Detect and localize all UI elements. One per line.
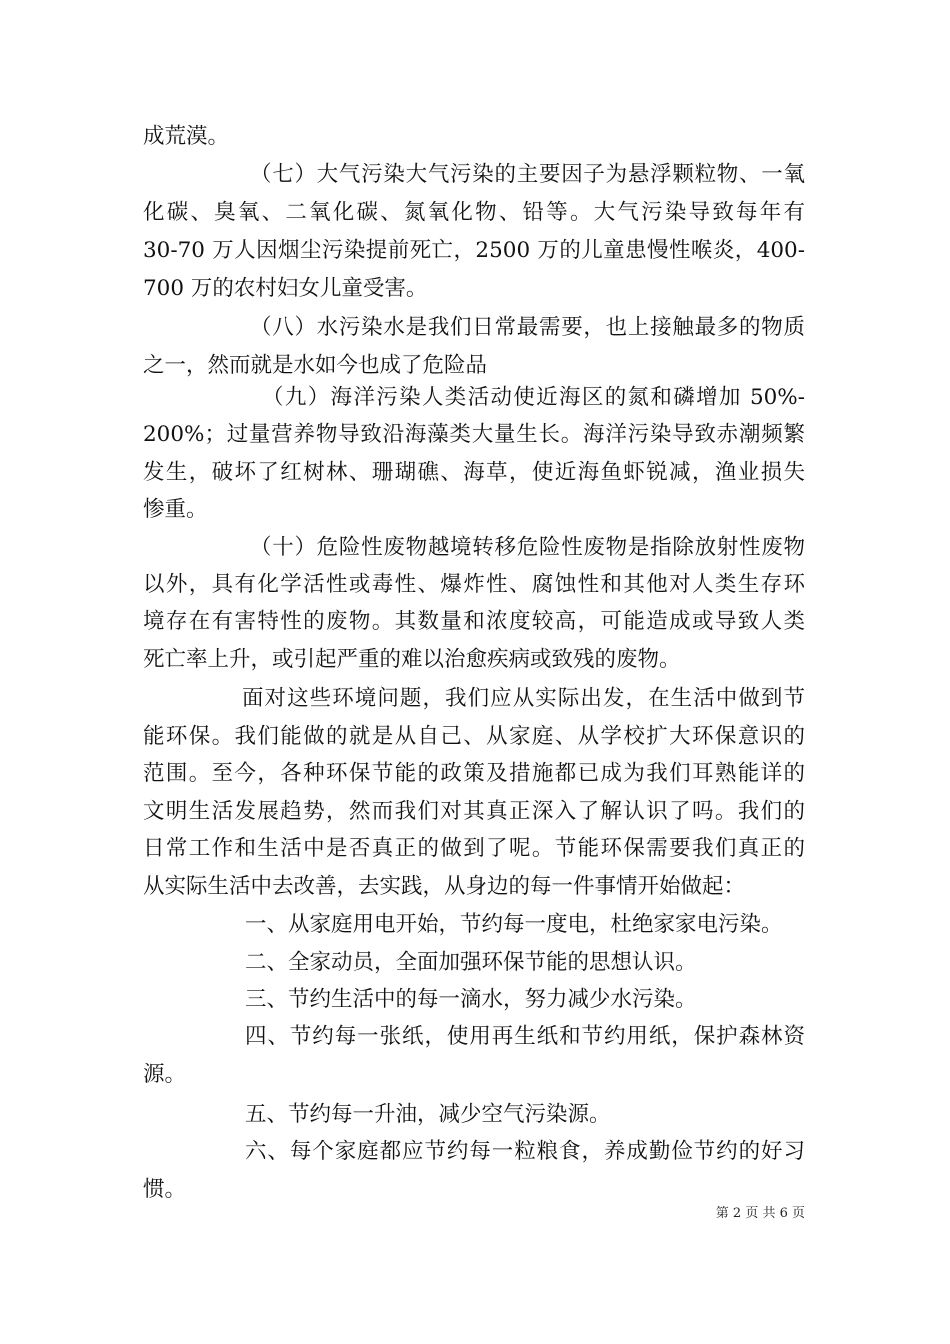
page-number: 第 2 页 共 6 页: [715, 1206, 805, 1221]
list-item: 二、全家动员，全面加强环保节能的思想认识。: [245, 950, 697, 975]
paragraph-line: 从实际生活中去改善，去实践，从身边的每一件事情开始做起：: [143, 874, 746, 899]
paragraph-line: 30-70 万人因烟尘污染提前死亡，2500 万的儿童患慢性喉炎，400-: [143, 238, 805, 263]
list-item: 三、节约生活中的每一滴水，努力减少水污染。: [245, 987, 697, 1012]
paragraph-line: 化碳、臭氧、二氧化碳、氮氧化物、铅等。大气污染导致每年有: [143, 200, 805, 225]
paragraph-line: 范围。至今，各种环保节能的政策及措施都已成为我们耳熟能详的: [143, 761, 805, 786]
paragraph-line: 惨重。: [143, 497, 208, 522]
list-item: 源。: [143, 1062, 187, 1087]
paragraph-line: （十）危险性废物越境转移危险性废物是指除放射性废物: [250, 535, 805, 560]
list-item: 一、从家庭用电开始，节约每一度电，杜绝家家电污染。: [245, 912, 783, 937]
list-item: 五、节约每一升油，减少空气污染源。: [245, 1102, 611, 1127]
paragraph-line: （七）大气污染大气污染的主要因子为悬浮颗粒物、一氧: [250, 162, 805, 187]
paragraph-line: 以外，具有化学活性或毒性、爆炸性、腐蚀性和其他对人类生存环: [143, 572, 805, 597]
paragraph-line: 成荒漠。: [143, 124, 230, 149]
list-item: 惯。: [143, 1177, 187, 1202]
paragraph-line: （八）水污染水是我们日常最需要，也上接触最多的物质: [250, 315, 805, 340]
paragraph-line: 境存在有害特性的废物。其数量和浓度较高，可能造成或导致人类: [143, 609, 805, 634]
list-item: 四、节约每一张纸，使用再生纸和节约用纸，保护森林资: [245, 1024, 805, 1049]
paragraph-line: 日常工作和生活中是否真正的做到了呢。节能环保需要我们真正的: [143, 836, 805, 861]
paragraph-line: 文明生活发展趋势，然而我们对其真正深入了解认识了吗。我们的: [143, 799, 805, 824]
paragraph-line: 面对这些环境问题，我们应从实际出发，在生活中做到节: [242, 686, 805, 711]
paragraph-line: 死亡率上升，或引起严重的难以治愈疾病或致残的废物。: [143, 647, 681, 672]
paragraph-line: 之一，然而就是水如今也成了危险品: [143, 353, 488, 378]
paragraph-line: 能环保。我们能做的就是从自己、从家庭、从学校扩大环保意识的: [143, 724, 805, 749]
paragraph-line: 发生，破坏了红树林、珊瑚礁、海草，使近海鱼虾锐减，渔业损失: [143, 460, 805, 485]
paragraph-line: 200%；过量营养物导致沿海藻类大量生长。海洋污染导致赤潮频繁: [143, 422, 805, 447]
list-item: 六、每个家庭都应节约每一粒粮食，养成勤俭节约的好习: [245, 1139, 805, 1164]
paragraph-line: 700 万的农村妇女儿童受害。: [143, 276, 428, 301]
paragraph-line: （九）海洋污染人类活动使近海区的氮和磷增加 50%-: [262, 385, 805, 410]
